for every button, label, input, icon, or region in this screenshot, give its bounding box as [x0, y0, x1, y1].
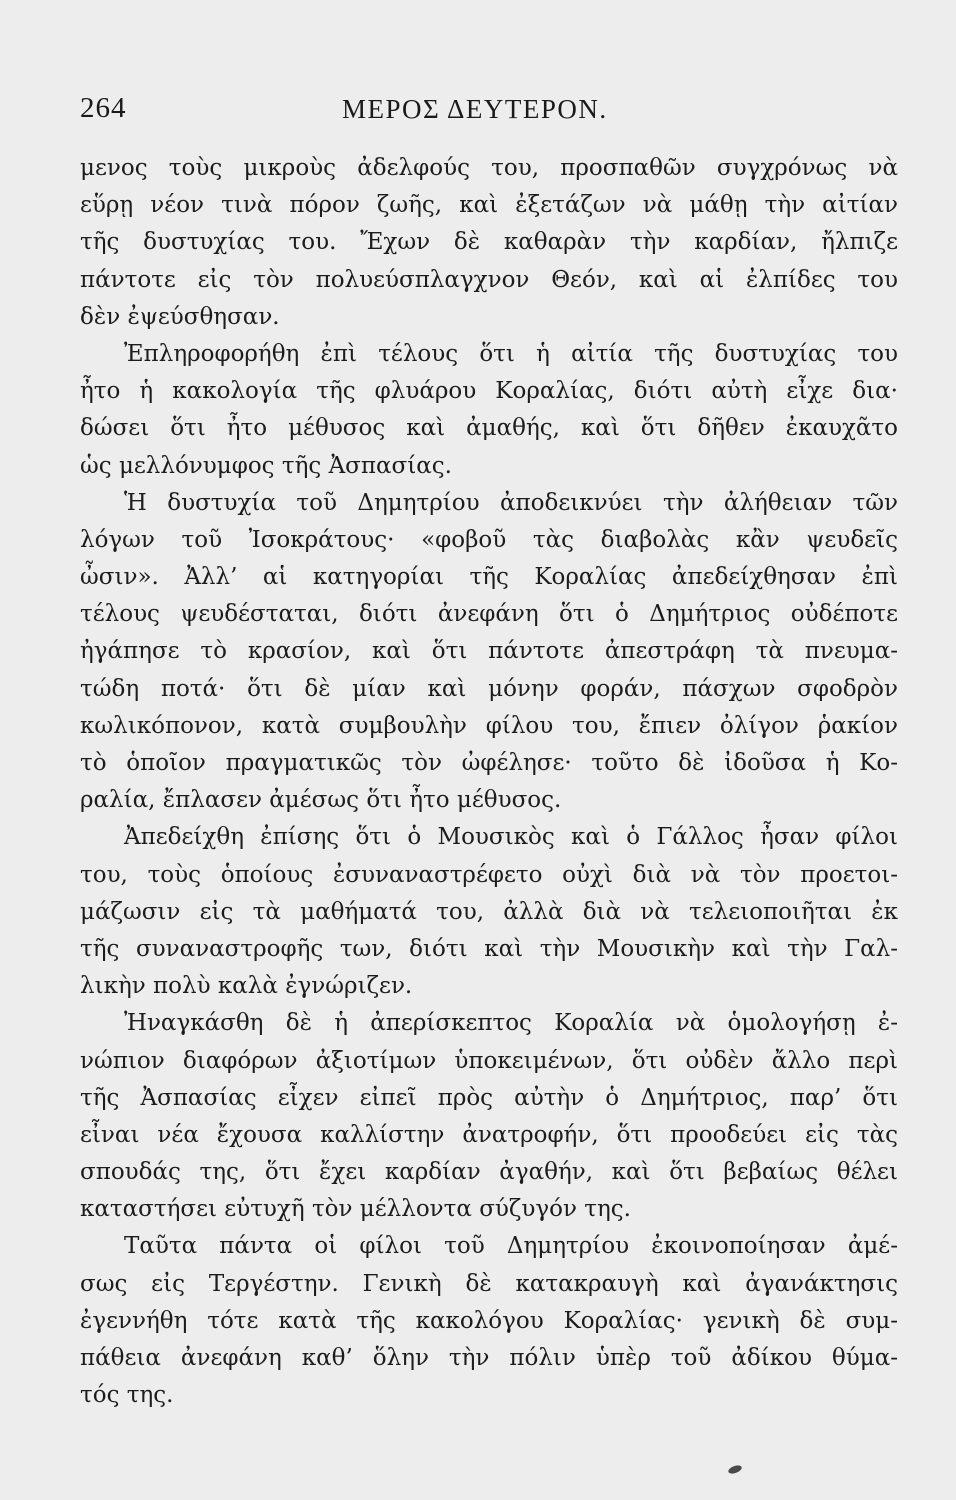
text-line: ἐγεννήθη τότε κατὰ τῆς κακολόγου Κοραλίας· γενικὴ δὲ συμ-: [80, 1307, 898, 1334]
text-line: μάζωσιν εἰς τὰ μαθήματά του, ἀλλὰ διὰ νὰ τελειοποιῆται ἐκ: [80, 898, 898, 925]
text-line: τῆς δυστυχίας του. Ἔχων δὲ καθαρὰν τὴν καρδίαν, ἤλπιζε: [80, 229, 898, 256]
text-line: καταστήσει εὐτυχῆ τὸν μέλλοντα σύζυγόν της.: [80, 1196, 631, 1223]
text-line: ὦσιν». Ἀλλ’ αἱ κατηγορίαι τῆς Κοραλίας ἀπεδείχθησαν ἐπὶ: [80, 564, 898, 591]
text-line: εἶναι νέα ἔχουσα καλλίστην ἀνατροφήν, ὅτι προοδεύει εἰς τὰς: [80, 1121, 898, 1148]
page-header: [80, 92, 895, 132]
text-line: του, τοὺς ὁποίους ἐσυναναστρέφετο οὐχὶ διὰ νὰ τὸν προετοι-: [80, 861, 898, 888]
text-line: ἠγάπησε τὸ κρασίον, καὶ ὅτι πάντοτε ἀπεστράφη τὰ πνευμα-: [80, 638, 898, 665]
text-line: μενος τοὺς μικροὺς ἀδελφούς του, προσπαθῶν συγχρόνως νὰ: [80, 155, 898, 181]
text-line: τῆς Ἀσπασίας εἶχεν εἰπεῖ πρὸς αὐτὴν ὁ Δημήτριος, παρ’ ὅτι: [80, 1084, 898, 1111]
text-line: τώδη ποτά· ὅτι δὲ μίαν καὶ μόνην φοράν, πάσχων σφοδρὸν: [80, 675, 898, 702]
text-line: πάθεια ἀνεφάνη καθ’ ὅλην τὴν πόλιν ὑπὲρ τοῦ ἀδίκου θύμα-: [80, 1345, 898, 1371]
text-line: Ἐπληροφορήθη ἐπὶ τέλους ὅτι ἡ αἰτία τῆς δυστυχίας του: [124, 340, 898, 367]
text-line: νώπιον διαφόρων ἀξιοτίμων ὑποκειμένων, ὅτι οὐδὲν ἄλλο περὶ: [80, 1047, 898, 1074]
text-line: λόγων τοῦ Ἰσοκράτους· «φοβοῦ τὰς διαβολὰς κἂν ψευδεῖς: [80, 526, 898, 553]
text-line: τῆς συναναστροφῆς των, διότι καὶ τὴν Μουσικὴν καὶ τὴν Γαλ-: [80, 935, 898, 962]
text-line: ὡς μελλόνυμφος τῆς Ἀσπασίας.: [80, 452, 452, 479]
text-line: δώσει ὅτι ἦτο μέθυσος καὶ ἀμαθής, καὶ ὅτι δῆθεν ἐκαυχᾶτο: [80, 415, 898, 442]
text-line: Ἀπεδείχθη ἐπίσης ὅτι ὁ Μουσικὸς καὶ ὁ Γάλλος ἦσαν φίλοι: [124, 824, 898, 851]
running-head: ΜΕΡΟΣ ΔΕΥΤΕΡΟΝ.: [342, 94, 608, 124]
text-line: δὲν ἐψεύσθησαν.: [80, 303, 280, 330]
page-number: 264: [80, 92, 127, 124]
text-line: Ἠναγκάσθη δὲ ἡ ἀπερίσκεπτος Κοραλία νὰ ὁμολογήσῃ ἐ-: [124, 1010, 898, 1037]
body-text: [80, 150, 898, 1414]
ink-speck: [727, 1464, 743, 1475]
text-line: ἦτο ἡ κακολογία τῆς φλυάρου Κοραλίας, διότι αὐτὴ εἶχε δια·: [80, 378, 898, 405]
text-line: κωλικόπονον, κατὰ συμβουλὴν φίλου του, ἔπιεν ὀλίγον ῥακίον: [80, 712, 898, 739]
text-line: πάντοτε εἰς τὸν πολυεύσπλαγχνον Θεόν, καὶ αἱ ἐλπίδες του: [80, 266, 898, 293]
text-line: τέλους ψευδέσταται, διότι ἀνεφάνη ὅτι ὁ Δημήτριος οὐδέποτε: [80, 601, 898, 628]
text-line: ραλία, ἔπλασεν ἀμέσως ὅτι ἦτο μέθυσος.: [80, 787, 562, 814]
text-line: Ταῦτα πάντα οἱ φίλοι τοῦ Δημητρίου ἐκοινοποίησαν ἀμέ-: [124, 1233, 898, 1260]
text-line: λικὴν πολὺ καλὰ ἐγνώριζεν.: [80, 973, 413, 1000]
text-line: τός της.: [80, 1382, 174, 1409]
text-line: εὕρῃ νέον τινὰ πόρον ζωῆς, καὶ ἐξετάζων νὰ μάθῃ τὴν αἰτίαν: [80, 192, 898, 219]
text-line: σως εἰς Τεργέστην. Γενικὴ δὲ κατακραυγὴ καὶ ἀγανάκτησις: [80, 1270, 898, 1297]
text-line: τὸ ὁποῖον πραγματικῶς τὸν ὠφέλησε· τοῦτο δὲ ἰδοῦσα ἡ Κο-: [80, 750, 898, 776]
text-line: σπουδάς της, ὅτι ἔχει καρδίαν ἀγαθήν, καὶ ὅτι βεβαίως θέλει: [80, 1159, 898, 1186]
text-line: Ἡ δυστυχία τοῦ Δημητρίου ἀποδεικνύει τὴν ἀλήθειαν τῶν: [124, 489, 898, 516]
